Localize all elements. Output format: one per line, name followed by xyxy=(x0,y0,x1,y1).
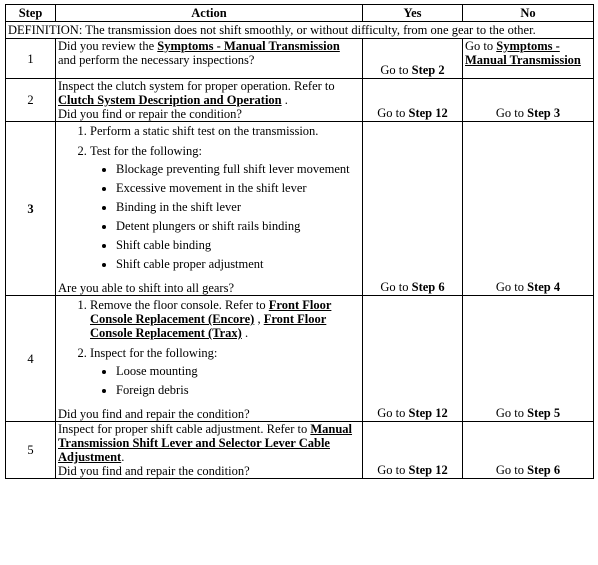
list-item: • Foreign debris xyxy=(116,383,360,397)
yes-cell: Go to Step 6 xyxy=(363,122,463,296)
table-row xyxy=(6,122,594,296)
action-cell xyxy=(56,296,363,422)
step-number: 1 xyxy=(6,39,56,79)
action-cell: Inspect the clutch system for proper operation. Refer to Clutch System Description and Operation . Did you find or repair the condition? xyxy=(56,79,363,122)
numbered-list xyxy=(58,124,360,271)
definition-text: DEFINITION: The transmission does not shift smoothly, or without difficulty, from one gear to the other. xyxy=(6,22,594,39)
step-number: 2 xyxy=(6,79,56,122)
no-cell: Go to Symptoms - Manual Transmission xyxy=(463,39,594,79)
definition-row xyxy=(6,22,594,39)
question-text: Are you able to shift into all gears? xyxy=(58,281,234,295)
step-number: 5 xyxy=(6,422,56,479)
diagnostic-table xyxy=(5,4,594,479)
yes-cell: Go to Step 2 xyxy=(363,39,463,79)
yes-cell: Go to Step 12 xyxy=(363,422,463,479)
link-symptoms-manual-transmission-no[interactable]: Symptoms - Manual Transmission xyxy=(465,39,581,67)
list-item: • Excessive movement in the shift lever xyxy=(116,181,360,195)
action-cell: Did you review the Symptoms - Manual Transmission and perform the necessary inspections? xyxy=(56,39,363,79)
header-no: No xyxy=(463,5,594,22)
header-yes: Yes xyxy=(363,5,463,22)
link-front-floor-console-trax[interactable]: Front Floor Console Replacement (Trax) xyxy=(90,312,327,340)
goto-step-12[interactable]: Step 12 xyxy=(408,406,448,420)
no-cell: Go to Step 4 xyxy=(463,122,594,296)
goto-step-12[interactable]: Step 12 xyxy=(408,463,448,477)
yes-cell: Go to Step 12 xyxy=(363,79,463,122)
goto-step-12[interactable]: Step 12 xyxy=(408,106,448,120)
list-item: • Loose mounting xyxy=(116,364,360,378)
list-item: • Shift cable proper adjustment xyxy=(116,257,360,271)
action-cell xyxy=(56,122,363,296)
list-item: 1. Perform a static shift test on the transmission. xyxy=(90,124,360,138)
list-item: 1. Remove the floor console. Refer to Front Floor Console Replacement (Encore) , Front Floor Console Replacement (Trax) . xyxy=(90,298,360,340)
list-item: • Binding in the shift lever xyxy=(116,200,360,214)
action-cell: Inspect for proper shift cable adjustment. Refer to Manual Transmission Shift Lever and Selector Lever Cable Adjustment. Did you find and repair the condition? xyxy=(56,422,363,479)
list-item: • Shift cable binding xyxy=(116,238,360,252)
diagnostic-table-container xyxy=(5,4,593,479)
step-number: 4 xyxy=(6,296,56,422)
question-text: Did you find or repair the condition? xyxy=(58,107,242,121)
question-text: Did you find and repair the condition? xyxy=(58,407,250,421)
link-shift-lever-cable-adjustment[interactable]: Manual Transmission Shift Lever and Selector Lever Cable Adjustment xyxy=(58,422,353,464)
link-front-floor-console-encore[interactable]: Front Floor Console Replacement (Encore) xyxy=(90,298,332,326)
header-row xyxy=(6,5,594,22)
link-clutch-system-description[interactable]: Clutch System Description and Operation xyxy=(58,93,282,107)
yes-cell: Go to Step 12 xyxy=(363,296,463,422)
no-cell: Go to Step 3 xyxy=(463,79,594,122)
goto-step-4[interactable]: Step 4 xyxy=(527,280,561,294)
goto-step-5[interactable]: Step 5 xyxy=(527,406,561,420)
list-item: 2. Test for the following: • Blockage preventing full shift lever movement • Excessive movement in the shift lever • Binding in the shift lever • Detent plungers or shift rails binding • Shift cable binding • Shift cable proper adjustment xyxy=(90,144,360,271)
step-number: 3 xyxy=(6,122,56,296)
no-cell: Go to Step 6 xyxy=(463,422,594,479)
no-cell: Go to Step 5 xyxy=(463,296,594,422)
list-item: 2. Inspect for the following: • Loose mounting • Foreign debris xyxy=(90,346,360,397)
table-row xyxy=(6,296,594,422)
table-row xyxy=(6,39,594,79)
header-action: Action xyxy=(56,5,363,22)
goto-step-6[interactable]: Step 6 xyxy=(411,280,445,294)
bullet-list xyxy=(90,162,360,271)
bullet-list xyxy=(90,364,360,397)
numbered-list xyxy=(58,298,360,397)
question-text: Did you find and repair the condition? xyxy=(58,464,250,478)
table-row xyxy=(6,79,594,122)
goto-step-6[interactable]: Step 6 xyxy=(527,463,561,477)
header-step: Step xyxy=(6,5,56,22)
list-item: • Detent plungers or shift rails binding xyxy=(116,219,360,233)
goto-step-2[interactable]: Step 2 xyxy=(411,63,445,77)
table-row xyxy=(6,422,594,479)
list-item: • Blockage preventing full shift lever movement xyxy=(116,162,360,176)
goto-step-3[interactable]: Step 3 xyxy=(527,106,561,120)
link-symptoms-manual-transmission[interactable]: Symptoms - Manual Transmission xyxy=(157,39,340,53)
